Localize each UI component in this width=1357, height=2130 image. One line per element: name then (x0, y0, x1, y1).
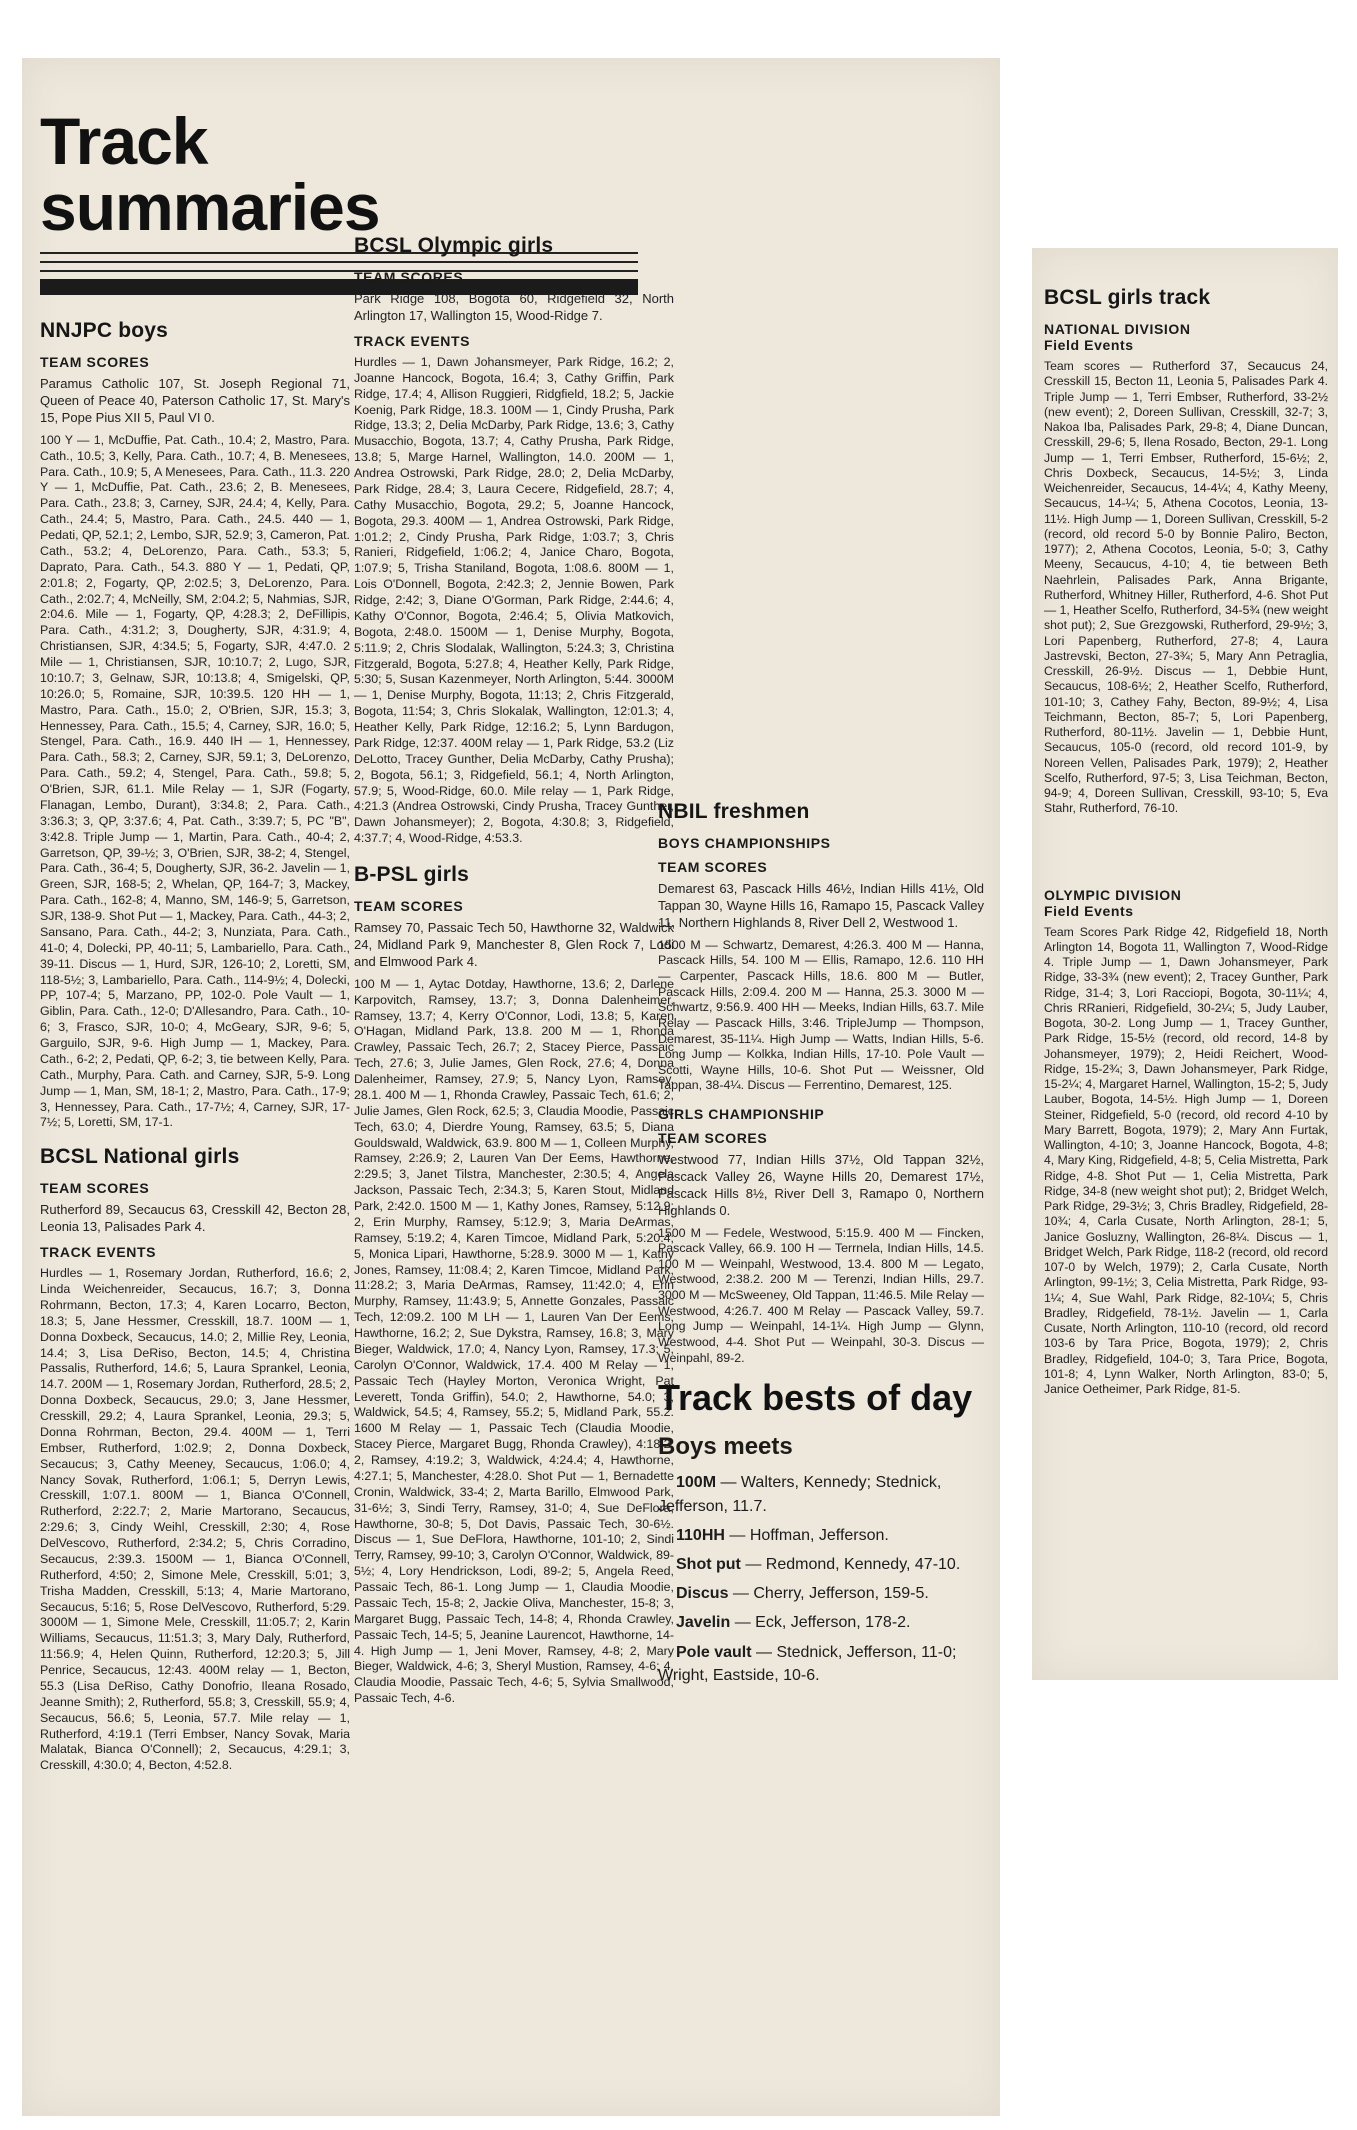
section-heading-nbil: NBIL freshmen (658, 800, 810, 823)
bests-result: — Stednick, Jefferson, 11-0; Wright, Eastside, 10-6. (658, 1643, 957, 1684)
subheading: TRACK EVENTS (354, 332, 471, 349)
newspaper-clipping-main (22, 58, 1000, 2116)
subheading: OLYMPIC DIVISION (1044, 886, 1182, 903)
team-scores-text: Westwood 77, Indian Hills 37½, Old Tappan 32½, Pascack Valley 26, Wayne Hills 20, Demarest 17½, Pascack Hills 8½, River Dell 3, Ramapo 0, Northern Highlands 0. (658, 1152, 984, 1218)
team-scores-text: Paramus Catholic 107, St. Joseph Regional 71, Queen of Peace 40, Paterson Catholic 17, St. Mary's 15, Pope Pius XII 5, Paul VI 0. (40, 376, 350, 425)
subheading: Field Events (1044, 337, 1134, 354)
bests-result: — Eck, Jefferson, 178-2. (730, 1614, 911, 1632)
event-results-text: 100 M — 1, Aytac Dotday, Hawthorne, 13.6; 2, Darlene Karpovitch, Ramsey, 13.7; 3, Donna Dalenheimer, Ramsey, 13.7; 4, Kerry O'Connor, Lodi, 13.8; 5, Karen O'Hagan, Midland Park, 13.8. 200 M — 1, Rhonda Crawley, Passaic Tech, 26.7; 2, Stacey Pierce, Passaic Tech, 27.6; 3, Julie James, Glen Rock, 27.6; 4, Donna Dalenheimer, Ramsey, 27.9; 5, Nancy Lyon, Ramsey, 28.1. 400 M — 1, Rhonda Crawley, Passaic Tech, 61.6; 2, Julie James, Glen Rock, 62.5; 3, Claudia Moodie, Passaic Tech, 63.0; 4, Dierdre Young, Ramsey, 63.5; 5, Diana Gouldswald, Waldwick, 63.9. 800 M — 1, Colleen Murphy, Ramsey, 2:26.9; 2, Lauren Van Der Eems, Hawthorne, 2:29.5; 3, Janet Tilstra, Manchester, 2:30.5; 4, Angela Jackson, Passaic Tech, 2:34.3; 5, Karen Stout, Midland Park, 2:42.0. 1500 M — 1, Kathy Jones, Ramsey, 5:12.9; 2, Erin Murphy, Ramsey, 5:12.9; 3, Maria DeArmas, Ramsey, 5:19.2; 4, Karen Timcoe, Midland Park, 5:20.4; 5, Monica Lipari, Hawthorne, 5:28.9. 3000 M — 1, Kathy Jones, Ramsey, 11:08.4; 2, Karen Timcoe, Midland Park, 11:28.2; 3, Maria DeArmas, Ramsey, 11:42.0; 4, Erin Murphy, Ramsey, 11:43.9; 5, Annette Gonzales, Passaic Tech, 12:09.2. 100 M LH — 1, Lauren Van Der Eems, Hawthorne, 16.2; 2, Sue Dykstra, Ramsey, 16.8; 3, Mary Bieger, Waldwick, 17.0; 4, Nancy Lyon, Ramsey, 17.3; 5, Carolyn O'Connor, Waldwick, 17.4. 400 M Relay — 1, Passaic Tech (Hayley Morton, Veronica Wright, Pat Leverett, Tonda Griffin), 54.0; 2, Hawthorne, 54.0; 3, Waldwick, 54.5; 4, Ramsey, 55.2; 5, Midland Park, 55.2. 1600 M Relay — 1, Passaic Tech (Claudia Moodie, Stacey Pierce, Margaret Bugg, Rhonda Crawley), 4:18.2; 2, Ramsey, 4:19.2; 3, Waldwick, 4:24.4; 4, Hawthorne, 4:27.1; 5, Manchester, 4:28.0. Shot Put — 1, Bernadette Cronin, Waldwick, 33-4; 2, Marta Barillo, Elmwood Park, 31-6½; 3, Sindi Terry, Ramsey, 31-0; 4, Sue DeFlora, Hawthorne, 30-8; 5, Dot Davis, Passaic Tech, 30-6½. Discus — 1, Sue DeFlora, Hawthorne, 101-10; 2, Sindi Terry, Ramsey, 99-10; 3, Carolyn O'Connor, Waldwick, 89-5½; 4, Lory Hendrickson, Lodi, 89-2; 5, Angela Reed, Passaic Tech, 86-1. Long Jump — 1, Claudia Moodie, Passaic Tech, 15-8; 2, Jackie Oliva, Manchester, 15-8; 3, Margaret Bugg, Passaic Tech, 14-8; 4, Rhonda Crawley, Passaic Tech, 14-5; 5, Jeanine Laurencot, Hawthorne, 14-4. High Jump — 1, Jeni Mover, Ramsey, 4-8; 2, Mary Bieger, Waldwick, 4-6; 3, Sheryl Mustion, Ramsey, 4-6; 4, Claudia Moodie, Passaic Tech, 4-6; 5, Sylvia Smallwood, Passaic Tech, 4-6. (354, 976, 674, 1706)
subheading: BOYS CHAMPIONSHIPS (658, 835, 831, 852)
subheading: Boys meets (658, 1433, 793, 1461)
bests-item (658, 1641, 984, 1687)
event-results-text: Hurdles — 1, Dawn Johansmeyer, Park Ridge, 16.2; 2, Joanne Hancock, Bogota, 16.4; 3, Cathy Griffin, Park Ridge, 17.4; 4, Allison Ruggieri, Ridgfield, 18.2; 5, Jackie Koenig, Park Ridge, 18.3. 100M — 1, Cindy Prusha, Park Ridge, 13.3; 2, Delia McDarby, Park Ridge, 13.6; 3, Cathy Musacchio, Bogota, 13.7; 4, Cathy Prusha, Park Ridge, 13.8; 5, Marge Harnel, Wallington, 14.0. 200M — 1, Andrea Ostrowski, Park Ridge, 28.0; 2, Delia McDarby, Park Ridge, 28.4; 3, Laura Cecere, Ridgefield, 28.7; 4, Cathy Musacchio, Bogota, 29.2; 5, Joanne Hancock, Bogota, 29.3. 400M — 1, Andrea Ostrowski, Park Ridge, 1:01.2; 2, Cindy Prusha, Park Ridge, 1:03.7; 3, Chris Ranieri, Ridgefield, 1:06.2; 4, Janice Charo, Bogota, 1:07.9; 5, Trisha Staniland, Bogota, 1:08.6. 800M — 1, Lois O'Donnell, Bogota, 2:42.3; 2, Jennie Bowen, Park Ridge, 2:42; 3, Diane O'Gorman, Park Ridge, 2:44.6; 4, Kathy O'Connor, Bogota, 2:46.4; 5, Olivia Matkovich, Bogota, 2:48.0. 1500M — 1, Denise Murphy, Bogota, 5:11.9; 2, Chris Slodalak, Wallington, 5:24.3; 3, Christina Fitzgerald, Bogota, 5:27.8; 4, Heather Kelly, Park Ridge, 5:30; 5, Susan Kazenmeyer, North Arlington, 5:44. 3000M — 1, Denise Murphy, Bogota, 11:13; 2, Chris Fitzgerald, Bogota, 11:54; 3, Chris Slokalak, Wallington, 12:01.3; 4, Heather Kelly, Park Ridge, 12:16.2; 5, Lynn Bardugon, Park Ridge, 12:37. 400M relay — 1, Park Ridge, 53.2 (Liz DeLotto, Tracey Gunther, Delia McDarby, Cathy Prusha); 2, Bogota, 56.1; 3, Ridgefield, 56.1; 4, North Arlington, 57.9; 5, Wood-Ridge, 60.0. Mile relay — 1, Park Ridge, 4:21.3 (Andrea Ostrowski, Cindy Prusha, Tracey Gunther, Dawn Johansmeyer); 2, Bogota, 4:30.8; 3, Ridgefield, 4:37.7; 4, Wood-Ridge, 4:53.3. (354, 354, 674, 846)
subheading: Field Events (1044, 902, 1134, 919)
section-heading-bpsl: B-PSL girls (354, 863, 470, 886)
subheading: TEAM SCORES (354, 269, 464, 286)
team-scores-text: Demarest 63, Pascack Hills 46½, Indian Hills 41½, Old Tappan 30, Wayne Hills 16, Ramapo 15, Pascack Valley 11, Northern Highlands 8, River Dell 2, Westwood 1. (658, 881, 984, 930)
team-scores-text: Ramsey 70, Passaic Tech 50, Hawthorne 32, Waldwick 24, Midland Park 9, Manchester 8, Glen Rock 7, Lodi and Elmwood Park 4. (354, 920, 674, 969)
newspaper-clipping-right (1032, 248, 1338, 1680)
team-scores-text: Park Ridge 108, Bogota 60, Ridgefield 32, North Arlington 17, Wallington 15, Wood-Ridge 7. (354, 291, 674, 323)
subheading: TEAM SCORES (40, 354, 150, 371)
section-heading-bcsl-national: BCSL National girls (40, 1145, 240, 1169)
event-results-text: 1500 M — Schwartz, Demarest, 4:26.3. 400 M — Hanna, Pascack Hills, 54. 100 M — Ellis, Ramapo, 12.6. 110 HH — Carpenter, Pascack Hills, 18.6. 800 M — Butler, Pascack Hills, 2:09.4. 200 M — Hanna, 25.3. 3000 M — Schwartz, 9:56.9. 400 HH — Meeks, Indian Hills, 63.7. Mile Relay — Pascack Hills, 3:46. TripleJump — Thompson, Demarest, 35-11¼. High Jump — Watts, Indian Hills, 5-6. Long Jump — Kolkka, Indian Hills, 17-10. Pole Vault — Scotti, Wayne Hills, 10-6. Shot Put — Weissner, Old Tappan, 38-4¼. Discus — Ferrentino, Demarest, 125. (658, 937, 984, 1093)
bests-event-name: 110HH (676, 1526, 725, 1544)
section-heading-nnjpc: NNJPC boys (40, 319, 169, 342)
bests-result: — Redmond, Kennedy, 47-10. (740, 1555, 961, 1573)
bests-event-name: Shot put (676, 1555, 741, 1573)
event-results-text: 1500 M — Fedele, Westwood, 5:15.9. 400 M — Fincken, Pascack Valley, 66.9. 100 H — Terrnela, Indian Hills, 14.5. 100 M — Weinpahl, Westwood, 13.4. 800 M — Legato, Westwood, 2:38.2. 200 M — Terenzi, Indian Hills, 29.7. 3000 M — McSweeney, Old Tappan, 11:46.5. Mile Relay — Westwood, 4:26.7. 400 M Relay — Pascack Valley, 59.7. Long Jump — Weinpahl, 14-1¼. High Jump — Glynn, Westwood, 4-4. Shot Put — Weinpahl, 30-3. Discus — Weinpahl, 89-2. (658, 1225, 984, 1365)
bests-item (658, 1524, 984, 1547)
event-results-text: Team Scores Park Ridge 42, Ridgefield 18, North Arlington 14, Bogota 11, Wallington 7, Wood-Ridge 4. Triple Jump — 1, Dawn Johansmeyer, Park Ridge, 33-3¾ (new event); 2, Tracey Gunther, Park Ridge, 31-4; 3, Lori Racciopi, Bogota, 30-11¼; 4, Chris RRanieri, Ridgefield, 30-2¼; 5, Judy Lauber, Bogota, 30-2. Long Jump — 1, Tracey Gunther, Park Ridge, 15-5½ (record, old record, 14-8 by Johansmeyer, 1979); 2, Heidi Reichert, Wood-Ridge, 15-2¾; 3, Dawn Johansmeyer, Park Ridge, 15-2¼; 4, Margaret Harnel, Wallington, 15-2; 5, Judy Lauber, Bogota, 14-5½. High Jump — 1, Doreen Steiner, Ridgefield, 5-0 (record, old record 4-10 by Mary Barrett, Bogota, 1979); 2, Mary Ann Furtak, Wallington, 4-10; 3, Joanne Hancock, Bogota, 4-8; 4, Mary King, Ridgefield, 4-8; 5, Celia Mistretta, Park Ridge, 4-8. Shot Put — 1, Celia Mistretta, Park Ridge, 34-8 (new weight shot put); 2, Bridget Welch, Park Ridge, 29-3½; 3, Chris Bradley, Ridgefield, 28-10¾; 4, Carla Cusate, North Arlington, 28-1; 5, Janice Gosluzny, Wallington, 26-8¼. Discus — 1, Bridget Welch, Park Ridge, 118-2 (record, old record 107-0 by Welch, 1979); 2, Carla Cusate, North Arlington, 99-1½; 3, Celia Mistretta, Park Ridge, 93-1¼; 4, Sue Wahl, Park Ridge, 82-10¼; 5, Chris Bradley, Ridgefield, 78-1½. Javelin — 1, Carla Cusate, North Arlington, 110-10 (record, old record 103-6 by Tara Price, Bogota, 1979); 2, Chris Bradley, Ridgefield, 104-0; 3, Tara Price, Bogota, 101-8; 4, Lynn Walker, North Arlington, 83-0; 5, Janice Oetheimer, Park Ridge, 81-5. (1044, 924, 1328, 1397)
column-middle (354, 228, 674, 1713)
section-heading-bcsl-olympic: BCSL Olympic girls (354, 234, 554, 257)
bests-event-name: Javelin (676, 1614, 731, 1632)
subheading: TEAM SCORES (658, 1130, 768, 1147)
event-results-text: Hurdles — 1, Rosemary Jordan, Rutherford, 16.6; 2, Linda Weichenreider, Secaucus, 16.7; 3, Donna Rohrmann, Becton, 17.3; 4, Karen Locarro, Becton, 18.3; 5, Jane Hessmer, Cresskill, 18.7. 100M — 1, Donna Doxbeck, Secaucus, 14.0; 2, Millie Rey, Leonia, 14.4; 3, Lisa DeRiso, Becton, 14.5; 4, Christina Passalis, Rutherford, 14.6; 5, Laura Sprankel, Leonia, 14.7. 200M — 1, Rosemary Jordan, Rutherford, 28.5; 2, Donna Doxbeck, Secaucus, 29.0; 3, Jane Hessmer, Cresskill, 29.2; 4, Laura Sprankel, Leonia, 29.3; 5, Donna Rohrman, Becton, 29.4. 400M — 1, Terri Embser, Rutherford, 1:02.9; 2, Donna Doxbeck, Secaucus; 3, Cathy Meeney, Secaucus, 1:06.0; 4, Nancy Sovak, Rutherford, 1:06.1; 5, Derryn Lewis, Cresskill, 1:07.1. 800M — 1, Bianca O'Connell, Rutherford, 2:22.7; 2, Marie Martorano, Secaucus, 2:29.6; 3, Cindy Weihl, Cresskill, 2:30; 4, Rose DelVescovo, Rutherford, 2:34.2; 5, Chris Corradino, Secaucus, 2:39.3. 1500M — 1, Bianca O'Connell, Rutherford, 4:50; 2, Simone Mele, Cresskill, 5:01; 3, Trisha Madden, Cresskill, 5:13; 4, Marie Martorano, Secaucus, 5:16; 5, Rose DelVescovo, Rutherford, 5:29. 3000M — 1, Simone Mele, Cresskill, 11:05.7; 2, Karin Williams, Secaucus, 11:51.3; 3, Mary Daly, Rutherford, 11:56.9; 4, Helen Quinn, Rutherford, 12:20.3; 5, Jill Penrice, Secaucus, 12:43. 400M relay — 1, Becton, 55.3 (Lisa DeRiso, Cathy Donofrio, Ileana Rosado, Jeanne Smith); 2, Rutherford, 55.8; 3, Cresskill, 55.9; 4, Secaucus, 56.6; 5, Leonia, 57.7. Mile relay — 1, Rutherford, 4:19.1 (Terri Embser, Nancy Sovak, Maria Malatak, Bianca O'Connell); 2, Secaucus, 4:29.1; 3, Cresskill, 4:30.0; 4, Becton, 4:52.8. (40, 1266, 350, 1773)
bests-result: — Hoffman, Jefferson. (724, 1526, 889, 1544)
bests-list (658, 1471, 984, 1687)
subheading: TEAM SCORES (658, 859, 768, 876)
subheading: TRACK EVENTS (40, 1244, 157, 1261)
section-heading-bests: Track bests of day (658, 1377, 973, 1419)
bests-item (658, 1553, 984, 1576)
column-bcsl-girls (1044, 280, 1328, 1403)
bests-event-name: Discus (676, 1585, 729, 1603)
bests-item (658, 1471, 984, 1517)
event-results-text: 100 Y — 1, McDuffie, Pat. Cath., 10.4; 2, Mastro, Para. Cath., 10.5; 3, Kelly, Para. Cath., 10.7; 4, B. Menesees, Para. Cath., 10.9; 5, A Menesees, Para. Cath., 11.3. 220 Y — 1, McDuffie, Pat. Cath., 23.6; 2, B. Menesees, Para. Cath., 23.8; 3, Carney, SJR, 24.4; 4, Kelly, Para. Cath., 24.4; 5, Mastro, Para. Cath., 24.5. 440 — 1, Pedati, QP, 52.1; 2, Lembo, SJR, 52.9; 3, Cameron, Pat. Cath., 53.2; 4, DeLorenzo, Para. Cath., 53.3; 5, Daprato, Para. Cath., 54.3. 880 Y — 1, Pedati, QP, 2:01.8; 2, Fogarty, QP, 2:02.5; 3, DeLorenzo, Para. Cath., 2:02.7; 4, McNeilly, SM, 2:04.2; 5, Nahmias, SJR, 2:04.6. Mile — 1, Fogarty, QP, 4:28.3; 2, DeFillipis, Para. Cath., 4:31.2; 3, Dougherty, SJR, 4:31.9; 4, Christiansen, SJR, 4:34.5; 5, Fogarty, SJR, 4:47.0. 2 Mile — 1, Christiansen, SJR, 10:10.7; 2, Lugo, SJR, 10:10.7; 3, Gelnaw, SJR, 10:13.8; 4, Smigelski, QP, 10:26.0; 5, Romaine, SJR, 10:39.5. 120 HH — 1, Mastro, Para. Cath., 15.0; 2, O'Brien, SJR, 15.3; 3, Hennessey, Para. Cath., 15.5; 4, Carney, SJR, 16.0; 5, Stengel, Para. Cath., 16.9. 440 IH — 1, Hennessey, Para. Cath., 58.3; 2, Carney, SJR, 59.1; 3, DeLorenzo, Para. Cath., 59.2; 4, Stengel, Para. Cath., 59.8; 5, O'Brien, SJR, 61.1. Mile Relay — 1, SJR (Fogarty, Flanagan, Lembo, Durant), 3:34.8; 2, Para. Cath., 3:36.3; 3, QP, 3:37.6; 4, Pat. Cath., 3:39.7; 5, PC "B", 3:42.8. Triple Jump — 1, Martin, Para. Cath., 40-4; 2, Garretson, QP, 39-½; 3, O'Brien, SJR, 38-2; 4, Stengel, Para. Cath., 36-4; 5, Dougherty, SJR, 36-2. Javelin — 1, Green, SJR, 168-5; 2, Whelan, QP, 164-7; 3, Mackey, Para. Cath., 162-8; 4, Manno, SM, 146-9; 5, Garretson, SJR, 138-9. Shot Put — 1, Mackey, Para. Cath., 44-3; 2, Sansano, Para. Cath., 44-2; 3, Nunziata, Para. Cath., 41-0; 4, Dolecki, PP, 40-11; 5, Lambariello, Para. Cath., 39-11. Discus — 1, Hurd, SJR, 126-10; 2, Loretti, SM, 118-5½; 3, Lambariello, Para. Cath., 114-9½; 4, Dolecki, PP, 107-4; 5, Marzano, PP, 102-0. Pole Vault — 1, Giblin, Para. Cath., 12-0; D'Allesandro, Para. Cath., 10-6; 3, Frasco, SJR, 10-0; 4, McGeary, SJR, 9-6; 5, Garguilo, SJR, 9-6. High Jump — 1, Mackey, Para. Cath., 6-2; 2, Pedati, QP, 6-2; 3, tie between Kelly, Para. Cath., Murphy, Para. Cath. and Carney, SJR, 5-9. Long Jump — 1, Man, SM, 18-1; 2, Mastro, Para. Cath., 17-9; 3, Hennessey, Para. Cath., 17-7½; 4, Carney, SJR, 17-7½; 5, Loretti, SM, 17-1. (40, 432, 350, 1130)
bests-result: — Cherry, Jefferson, 159-5. (728, 1585, 929, 1603)
bests-result: — Walters, Kennedy; Stednick, Jefferson, 11.7. (658, 1474, 942, 1515)
subheading: GIRLS CHAMPIONSHIP (658, 1106, 825, 1123)
subheading: TEAM SCORES (354, 898, 464, 915)
section-heading-bcsl-girls: BCSL girls track (1044, 286, 1211, 309)
bests-item (658, 1582, 984, 1605)
bests-event-name: Pole vault (676, 1643, 752, 1661)
column-right (658, 110, 984, 1693)
team-scores-text: Rutherford 89, Secaucus 63, Cresskill 42, Becton 28, Leonia 13, Palisades Park 4. (40, 1202, 350, 1235)
subheading: TEAM SCORES (40, 1180, 150, 1197)
column-left (40, 58, 380, 1780)
subheading: NATIONAL DIVISION (1044, 321, 1191, 338)
event-results-text: Team scores — Rutherford 37, Secaucus 24, Cresskill 15, Becton 11, Leonia 5, Palisades Park 4. Triple Jump — 1, Terri Embser, Rutherford, 33-2½ (new event); 2, Doreen Sullivan, Cresskill, 32-7; 3, Nakoa Iba, Palisades Park, 29-8; 4, Diane Duncan, Cresskill, 29-6; 5, Ilena Rosado, Becton, 29-1. Long Jump — 1, Terri Embser, Rutherford, 15-6½; 2, Chris Doxbeck, Secaucus, 14-5½; 3, Linda Weichenreider, Secaucus, 14-4¼; 4, Kathy Meeny, Secaucus, 14-¼; 5, Athena Cocotos, Leonia, 13-11½. High Jump — 1, Doreen Sullivan, Cresskill, 5-2 (record, old record 5-0 by Bonnie Paliro, Becton, 1977); 2, Athena Cocotos, Leonia, 5-0; 3, Cathy Meeny, Secaucus, 4-10; 4, tie between Beth Naehrlein, Palisades Park, Anna Brigante, Rutherford, Whitney Hiller, Rutherford, 4-6. Shot Put — 1, Heather Scelfo, Rutherford, 34-5¾ (new weight shot put); 2, Sue Grezgowski, Rutherford, 29-9½; 3, Lori Papenberg, Rutherford, 27-8; 4, Laura Jastrevski, Becton, 27-3¾; 5, Mary Ann Petraglia, Cresskill, 26-9½. Discus — 1, Debbie Hunt, Secaucus, 108-6½; 2, Heather Scelfo, Rutherford, 101-10; 3, Cathey Fahy, Becton, 89-9½; 4, Lisa Teichmann, Becton, 85-7; 5, Lori Papenberg, Rutherford, 80-11½. Javelin — 1, Debbie Hunt, Secaucus, 105-0 (record, old record 101-9, by Noreen Vellen, Palisades Park, 1979); 2, Heather Scelfo, Rutherford, 97-5; 3, Lisa Teichman, Becton, 94-9; 4, Doreen Sullivan, Cresskill, 93-10; 5, Eva Stahr, Rutherford, 76-10. (1044, 359, 1328, 816)
bests-item (658, 1611, 984, 1634)
bests-event-name: 100M (676, 1474, 717, 1492)
masthead: Track summaries (40, 104, 380, 244)
